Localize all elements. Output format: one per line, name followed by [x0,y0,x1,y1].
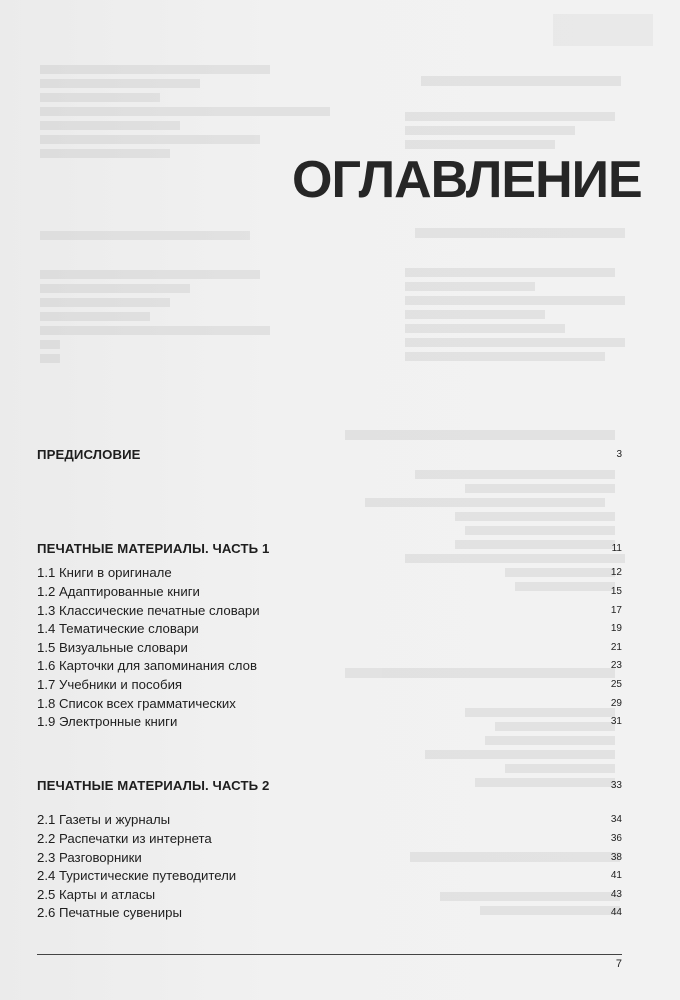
toc-entry[interactable] [37,564,622,583]
toc-entry-label: 1.3 Классические печатные словари [37,602,260,618]
toc-entry[interactable] [37,866,622,885]
toc-page-number: 34 [610,814,622,826]
toc-entry[interactable] [37,657,622,676]
toc-entry-label: 2.3 Разговорники [37,849,142,865]
bleed-through-text [40,60,330,163]
toc-heading-label: ПЕЧАТНЫЕ МАТЕРИАЛЫ. ЧАСТЬ 1 [37,540,270,556]
toc-entry[interactable] [37,601,622,620]
toc-page-number: 25 [610,678,622,690]
toc-part-2 [37,776,622,922]
toc-entry-label: 1.6 Карточки для запоминания слов [37,658,257,674]
toc-entry[interactable] [37,445,622,464]
toc-entry[interactable] [37,776,622,795]
toc-heading-label: ПЕЧАТНЫЕ МАТЕРИАЛЫ. ЧАСТЬ 2 [37,777,270,793]
toc-page-number: 31 [610,716,622,728]
toc-entry[interactable] [37,539,622,558]
page-title: ОГЛАВЛЕНИЕ [292,151,642,209]
toc-entry[interactable] [37,619,622,638]
toc-page-number: 23 [610,660,622,672]
toc-heading-label: ПРЕДИСЛОВИЕ [37,446,141,462]
toc-entry-label: 2.6 Печатные сувениры [37,905,182,921]
toc-page-number: 3 [616,448,622,460]
toc-page-number: 21 [610,641,622,653]
toc-entry[interactable] [37,712,622,731]
toc-entry-label: 2.2 Распечатки из интернета [37,830,212,846]
toc-entry[interactable] [37,694,622,713]
toc-entry[interactable] [37,675,622,694]
toc-page-number: 11 [611,542,622,554]
toc-entry-label: 1.7 Учебники и пособия [37,676,183,692]
toc-entry-label: 1.4 Тематические словари [37,621,199,637]
toc-page-number: 38 [610,851,622,863]
toc-page-number: 17 [610,604,622,616]
toc-page-number: 19 [610,623,622,635]
toc-entry-label: 1.2 Адаптированные книги [37,583,200,599]
toc-entry[interactable] [37,829,622,848]
bleed-through-text-3 [405,222,625,366]
toc-entry[interactable] [37,848,622,867]
toc-page-number: 36 [610,832,622,844]
toc-page-number: 33 [610,779,622,791]
toc-entry-label: 2.4 Туристические путеводители [37,868,237,884]
page-number: 7 [615,958,622,970]
toc-page-number: 29 [610,697,622,709]
toc-entry-label: 1.5 Визуальные словари [37,639,188,655]
toc-page-number: 12 [610,567,622,579]
footer-rule [37,954,622,955]
toc-entry-label: 2.1 Газеты и журналы [37,812,171,828]
toc-page-number: 43 [610,888,622,900]
toc-entry-label: 1.8 Список всех грамматических [37,695,236,711]
toc-page-number: 41 [610,870,622,882]
toc-entry-label: 1.1 Книги в оригинале [37,565,172,581]
toc-part-1 [37,539,622,731]
toc-page-number: 15 [610,585,622,597]
header-strip [553,14,653,46]
toc-page-number: 44 [610,907,622,919]
bleed-through-text-right [405,70,621,154]
toc-entry[interactable] [37,904,622,923]
toc-entry-label: 1.9 Электронные книги [37,714,178,730]
toc-entry[interactable] [37,582,622,601]
toc-preface [37,445,622,464]
bleed-through-text-2 [40,226,270,368]
toc-entry[interactable] [37,885,622,904]
toc-entry[interactable] [37,638,622,657]
toc-entry[interactable] [37,811,622,830]
toc-entry-label: 2.5 Карты и атласы [37,886,156,902]
